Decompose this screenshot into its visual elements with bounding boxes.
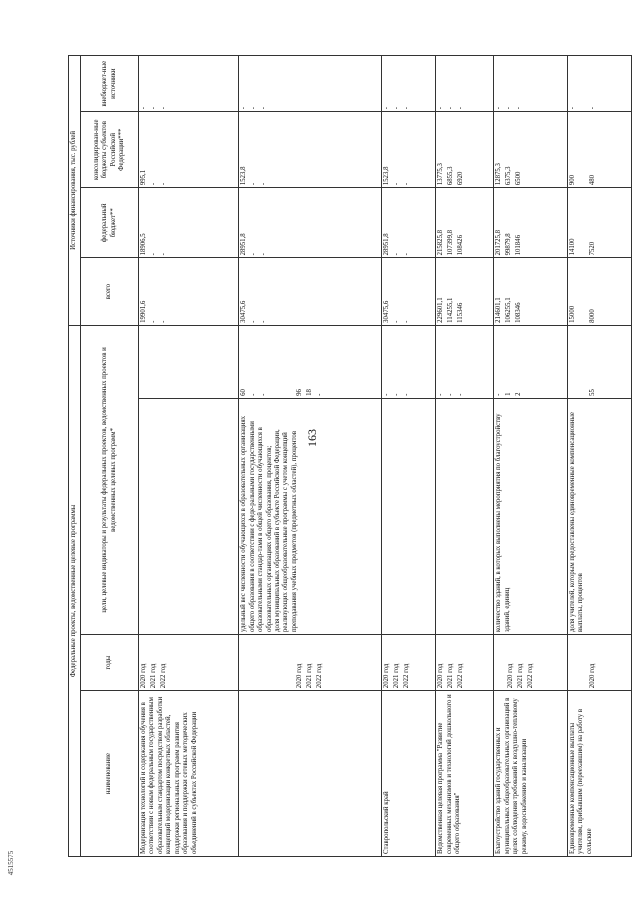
row-name: Благоустройство зданий государственных и муниципальных общеобразовательных организаций в целях соблюдения требований к воздушно-тепловому режиму, водоснабжению и канализации	[494, 691, 568, 857]
row-name: Единовременные компенсационные выплаты учителям, прибывшим (переехавшим) на работу в сельские	[567, 691, 631, 857]
row-external: - - -	[381, 56, 436, 112]
row-values: 60 - - 96 18 -	[239, 325, 382, 398]
row-regional: 13775,3 6855,3 6920	[436, 112, 494, 188]
table-row	[239, 56, 382, 857]
header-name: наименование	[81, 691, 139, 857]
row-indicators	[436, 398, 494, 634]
programs-table-container	[68, 55, 632, 857]
row-indicators	[381, 398, 436, 634]
document-code: 4515575	[7, 850, 15, 876]
row-federal: 201725,8 99879,8 101846	[494, 188, 568, 258]
header-projects-group: Федеральные проекты, ведомственные целевые программы	[69, 325, 81, 856]
row-indicators: удельный вес численности обучающихся в образовательных организациях общего образования в соответствии с феде-ральными государственными образовательными стандар-тами в общей численности обучающихся в образовательных организациях общего образования, процентов; доля муниципальных образований в субъекте Российской Федерации, реализующих общеобразовательные программы с учетом концепций преподавания учебных предметов (предметных областей), процентов	[239, 398, 382, 634]
row-federal: 14100 7520	[567, 188, 631, 258]
row-indicators: доля учителей, которым предоставлены единовременные компенсационные выплаты, процентов	[567, 398, 631, 634]
row-name: Ставропольский край	[381, 691, 436, 857]
table-row	[139, 56, 239, 857]
header-funding-group: Источники финансирования, тыс. рублей	[69, 56, 81, 326]
header-years: годы	[81, 634, 139, 690]
row-indicators: количество зданий, в которых выполнены мероприятия по благоустройству зданий, единиц	[494, 398, 568, 634]
header-federal: федеральный бюджет**	[81, 188, 139, 258]
row-years: 2020 год 2021 год 2022 год	[494, 634, 568, 690]
row-federal: 28951,8 - -	[381, 188, 436, 258]
row-years: 2020 год 2021 год 2022 год	[239, 634, 382, 690]
page-number: 163	[305, 429, 319, 447]
row-external: - - -	[494, 56, 568, 112]
row-values	[139, 325, 239, 398]
row-regional: 12875,3 6375,3 6500	[494, 112, 568, 188]
row-total: 30475,6 - -	[381, 258, 436, 325]
row-values: - 1 2	[494, 325, 568, 398]
row-federal: 215825,8 107399,8 108426	[436, 188, 494, 258]
row-years: 2020 год	[567, 634, 631, 690]
row-name	[239, 691, 382, 857]
row-values: - - -	[436, 325, 494, 398]
row-regional: 1523,8 - -	[239, 112, 382, 188]
row-indicators	[139, 398, 239, 634]
row-external: - -	[567, 56, 631, 112]
table-row	[436, 56, 494, 857]
table-row	[381, 56, 436, 857]
row-federal: 18906,5 - -	[139, 188, 239, 258]
table-row	[567, 56, 631, 857]
row-years: 2020 год 2021 год 2022 год	[436, 634, 494, 690]
header-regional: консолидирован-ные бюджеты субъектов Российской Федерации***	[81, 112, 139, 188]
header-external: внебюджет-ные источники	[81, 56, 139, 112]
row-name: Модернизация технологий и содержания обучения в соответствии с новым федеральным государственным образовательным стандартом посредством разработки концепций модернизации конкретных областей, поддержки региональных программ развития образования и поддержки сетевых методических объединений в субъектах Российской Федерации	[139, 691, 239, 857]
row-total: 229601,1 114255,1 115346	[436, 258, 494, 325]
row-values: - - -	[381, 325, 436, 398]
header-indicators: цели, целевые индикаторы и результаты федеральных проектов, ведомственных проектов и ведомственных целевых программ*	[81, 325, 139, 634]
programs-table	[68, 55, 632, 857]
row-regional: 1523,8 - -	[381, 112, 436, 188]
row-external: - - -	[139, 56, 239, 112]
row-total: 15000 8000	[567, 258, 631, 325]
row-values: 55	[567, 325, 631, 398]
row-total: 214601,1 106255,1 108346	[494, 258, 568, 325]
table-row	[494, 56, 568, 857]
row-regional: 900 480	[567, 112, 631, 188]
row-years: 2020 год 2021 год 2022 год	[139, 634, 239, 690]
row-regional: 995,1 - -	[139, 112, 239, 188]
row-external: - - -	[239, 56, 382, 112]
row-name: Ведомственная целевая программа "Развитие современных механизмов и технологий дошкольного и общего образования"	[436, 691, 494, 857]
row-total: 19901,6 - -	[139, 258, 239, 325]
row-external: - - -	[436, 56, 494, 112]
row-federal: 28951,8 - -	[239, 188, 382, 258]
header-total: всего	[81, 258, 139, 325]
row-total: 30475,6 - -	[239, 258, 382, 325]
row-years: 2020 год 2021 год 2022 год	[381, 634, 436, 690]
